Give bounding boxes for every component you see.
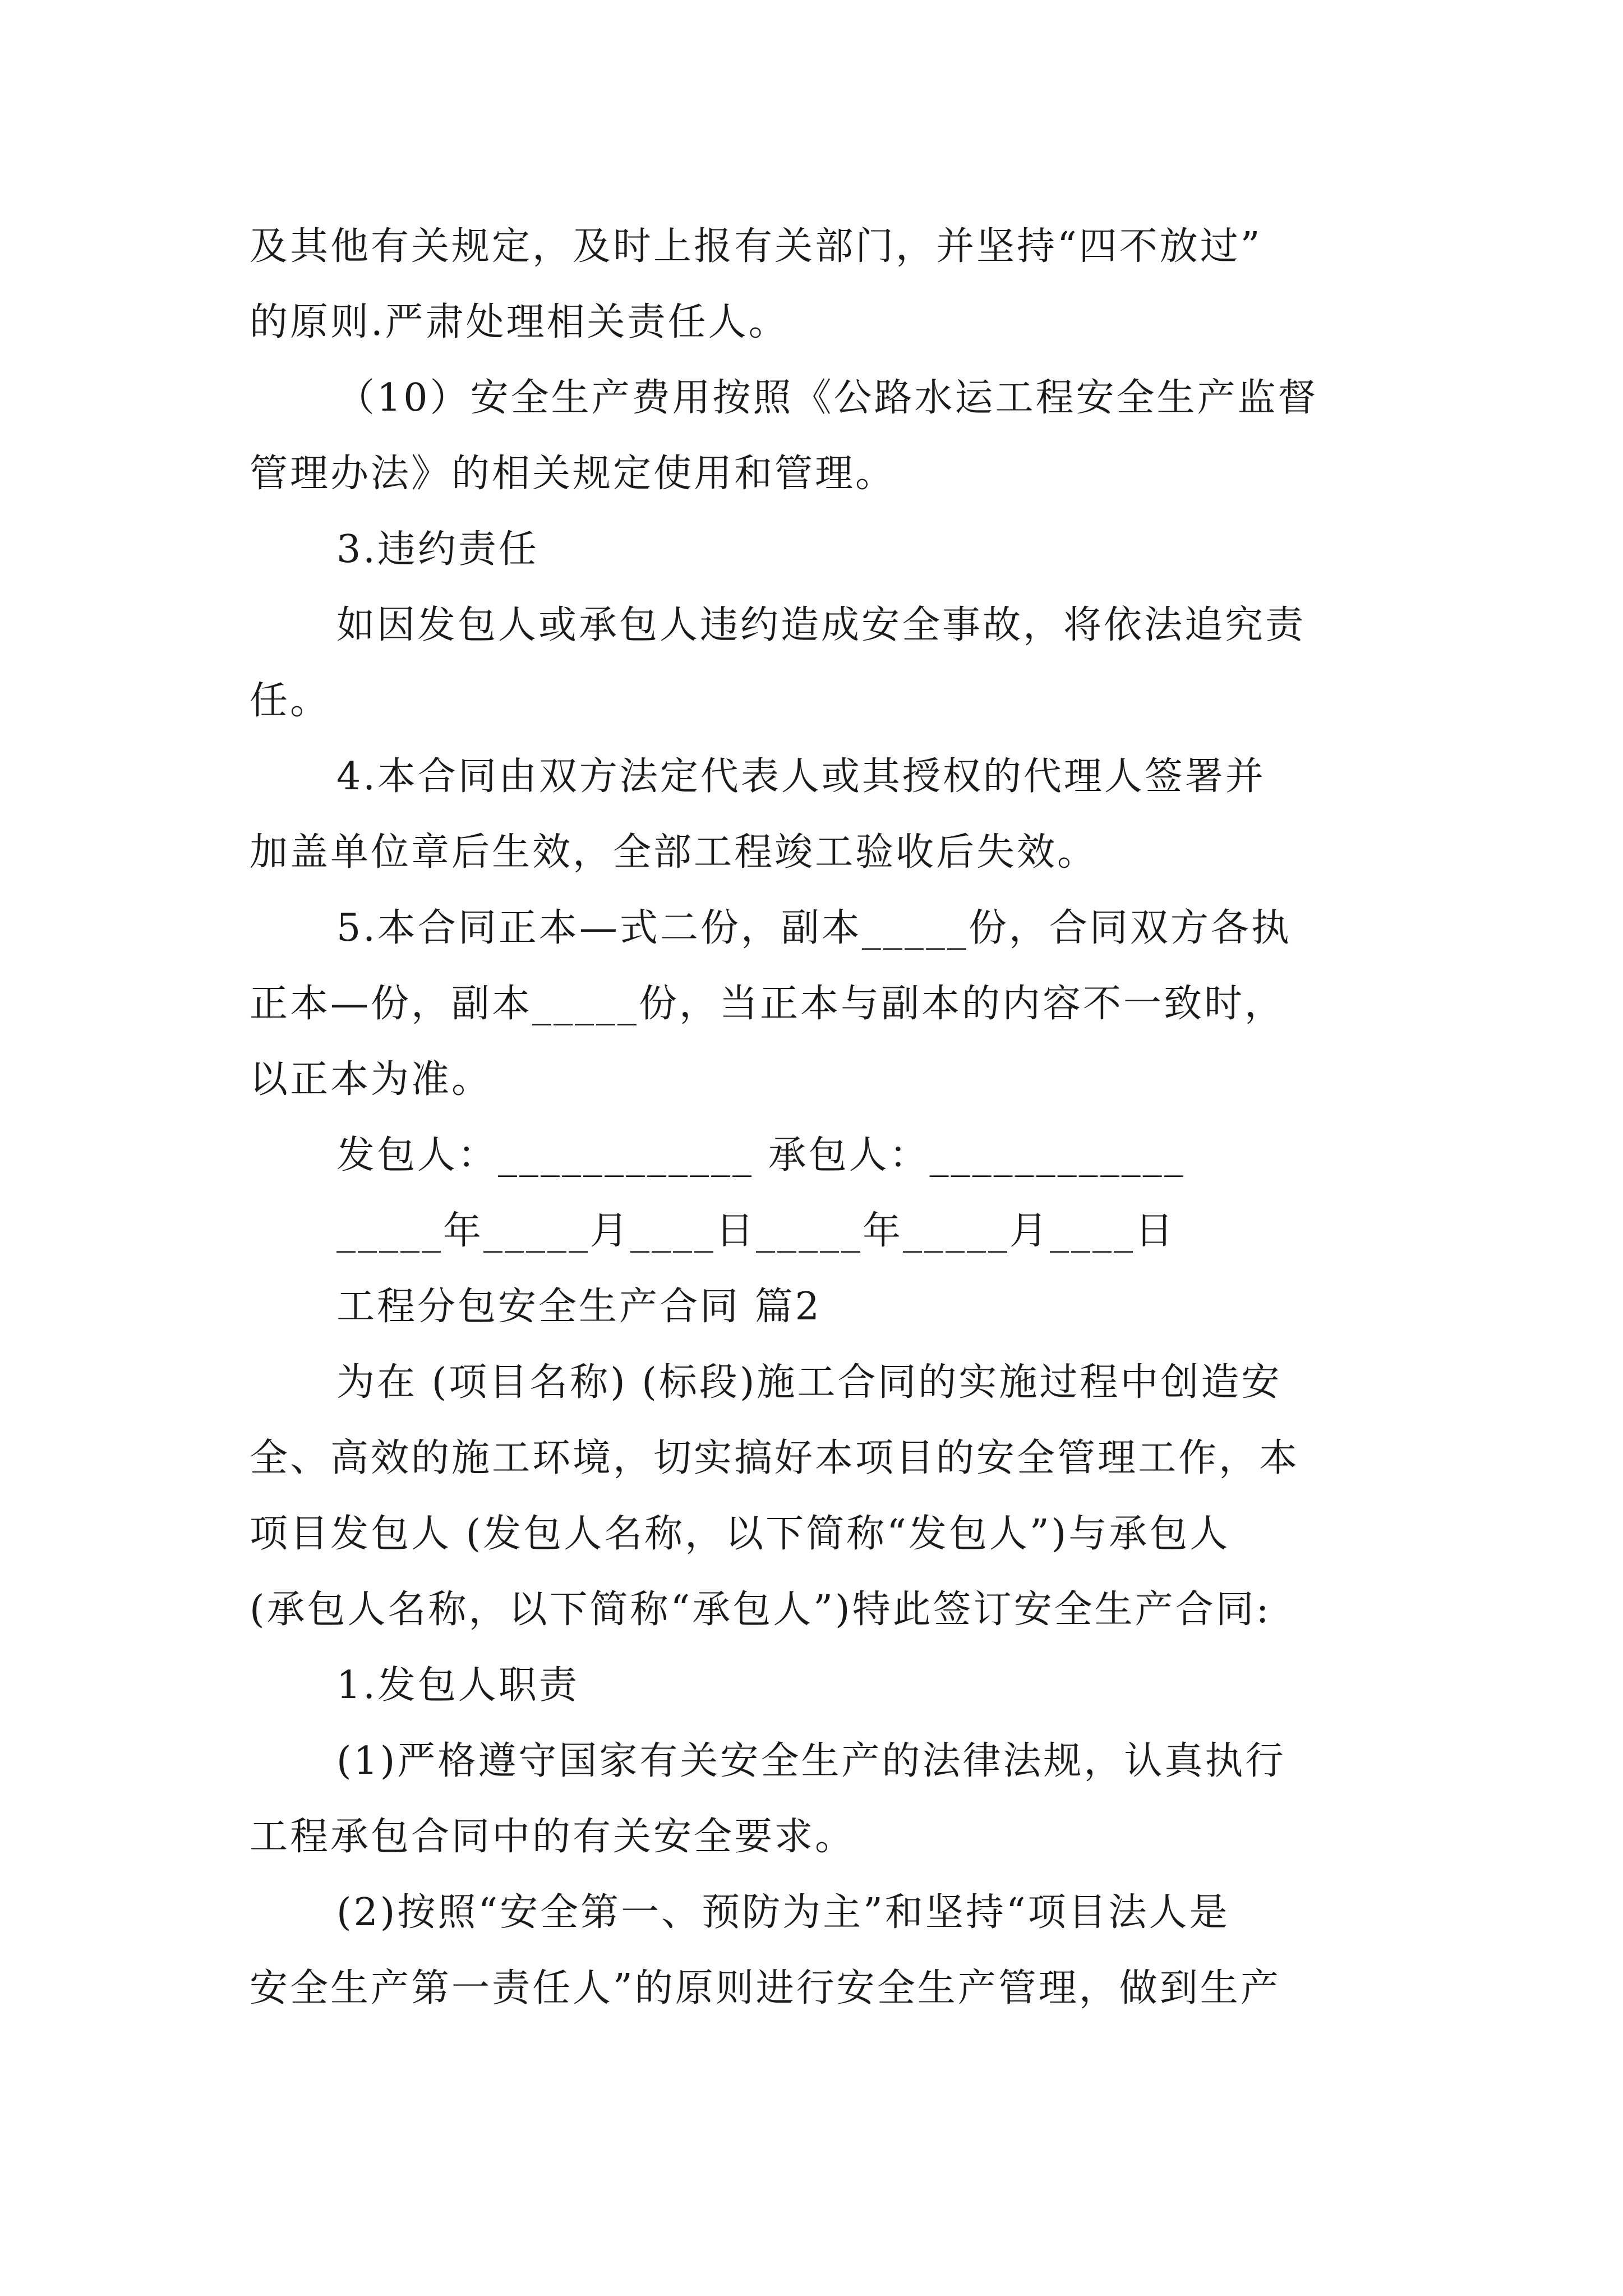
body-text-line: (承包人名称，以下简称“承包人”)特此签订安全生产合同: [250, 1588, 1271, 1632]
body-text-line: 5.本合同正本—式二份，副本_____份，合同双方各执 [336, 906, 1292, 950]
body-text-line: 全、高效的施工环境，切实搞好本项目的安全管理工作，本 [250, 1436, 1300, 1480]
body-text-line: 工程承包合同中的有关安全要求。 [250, 1815, 856, 1859]
contract-title: 工程分包安全生产合同 篇2 [336, 1285, 822, 1329]
signature-parties-line: 发包人：____________ 承包人：____________ [336, 1133, 1186, 1177]
body-text-line: 如因发包人或承包人违约造成安全事故，将依法追究责 [336, 603, 1306, 647]
body-text-line: 为在 (项目名称) (标段)施工合同的实施过程中创造安 [336, 1360, 1282, 1405]
body-text-line: 管理办法》的相关规定使用和管理。 [250, 452, 896, 496]
body-text-line: 及其他有关规定，及时上报有关部门，并坚持“四不放过” [250, 224, 1262, 269]
body-text-line: （10）安全生产费用按照《公路水运工程安全生产监督 [336, 376, 1318, 420]
body-text-line: (1)严格遵守国家有关安全生产的法律法规，认真执行 [336, 1739, 1286, 1783]
body-text-line: 安全生产第一责任人”的原则进行安全生产管理，做到生产 [250, 1966, 1281, 2010]
body-text-line: 正本—份，副本_____份，当正本与副本的内容不一致时， [250, 982, 1285, 1026]
section-heading: 1.发包人职责 [336, 1663, 579, 1708]
signature-date-line: _____年_____月____日_____年_____月____日 [336, 1209, 1176, 1253]
body-text-line: 项目发包人 (发包人名称，以下简称“发包人”)与承包人 [250, 1512, 1230, 1556]
body-text-line: 任。 [250, 679, 331, 723]
body-text-line: 的原则.严肃处理相关责任人。 [250, 300, 789, 344]
section-heading: 3.违约责任 [336, 527, 539, 572]
body-text-line: 加盖单位章后生效，全部工程竣工验收后失效。 [250, 830, 1098, 875]
body-text-line: 4.本合同由双方法定代表人或其授权的代理人签署并 [336, 754, 1266, 799]
body-text-line: (2)按照“安全第一、预防为主”和坚持“项目法人是 [336, 1890, 1230, 1935]
body-text-line: 以正本为准。 [250, 1057, 492, 1102]
